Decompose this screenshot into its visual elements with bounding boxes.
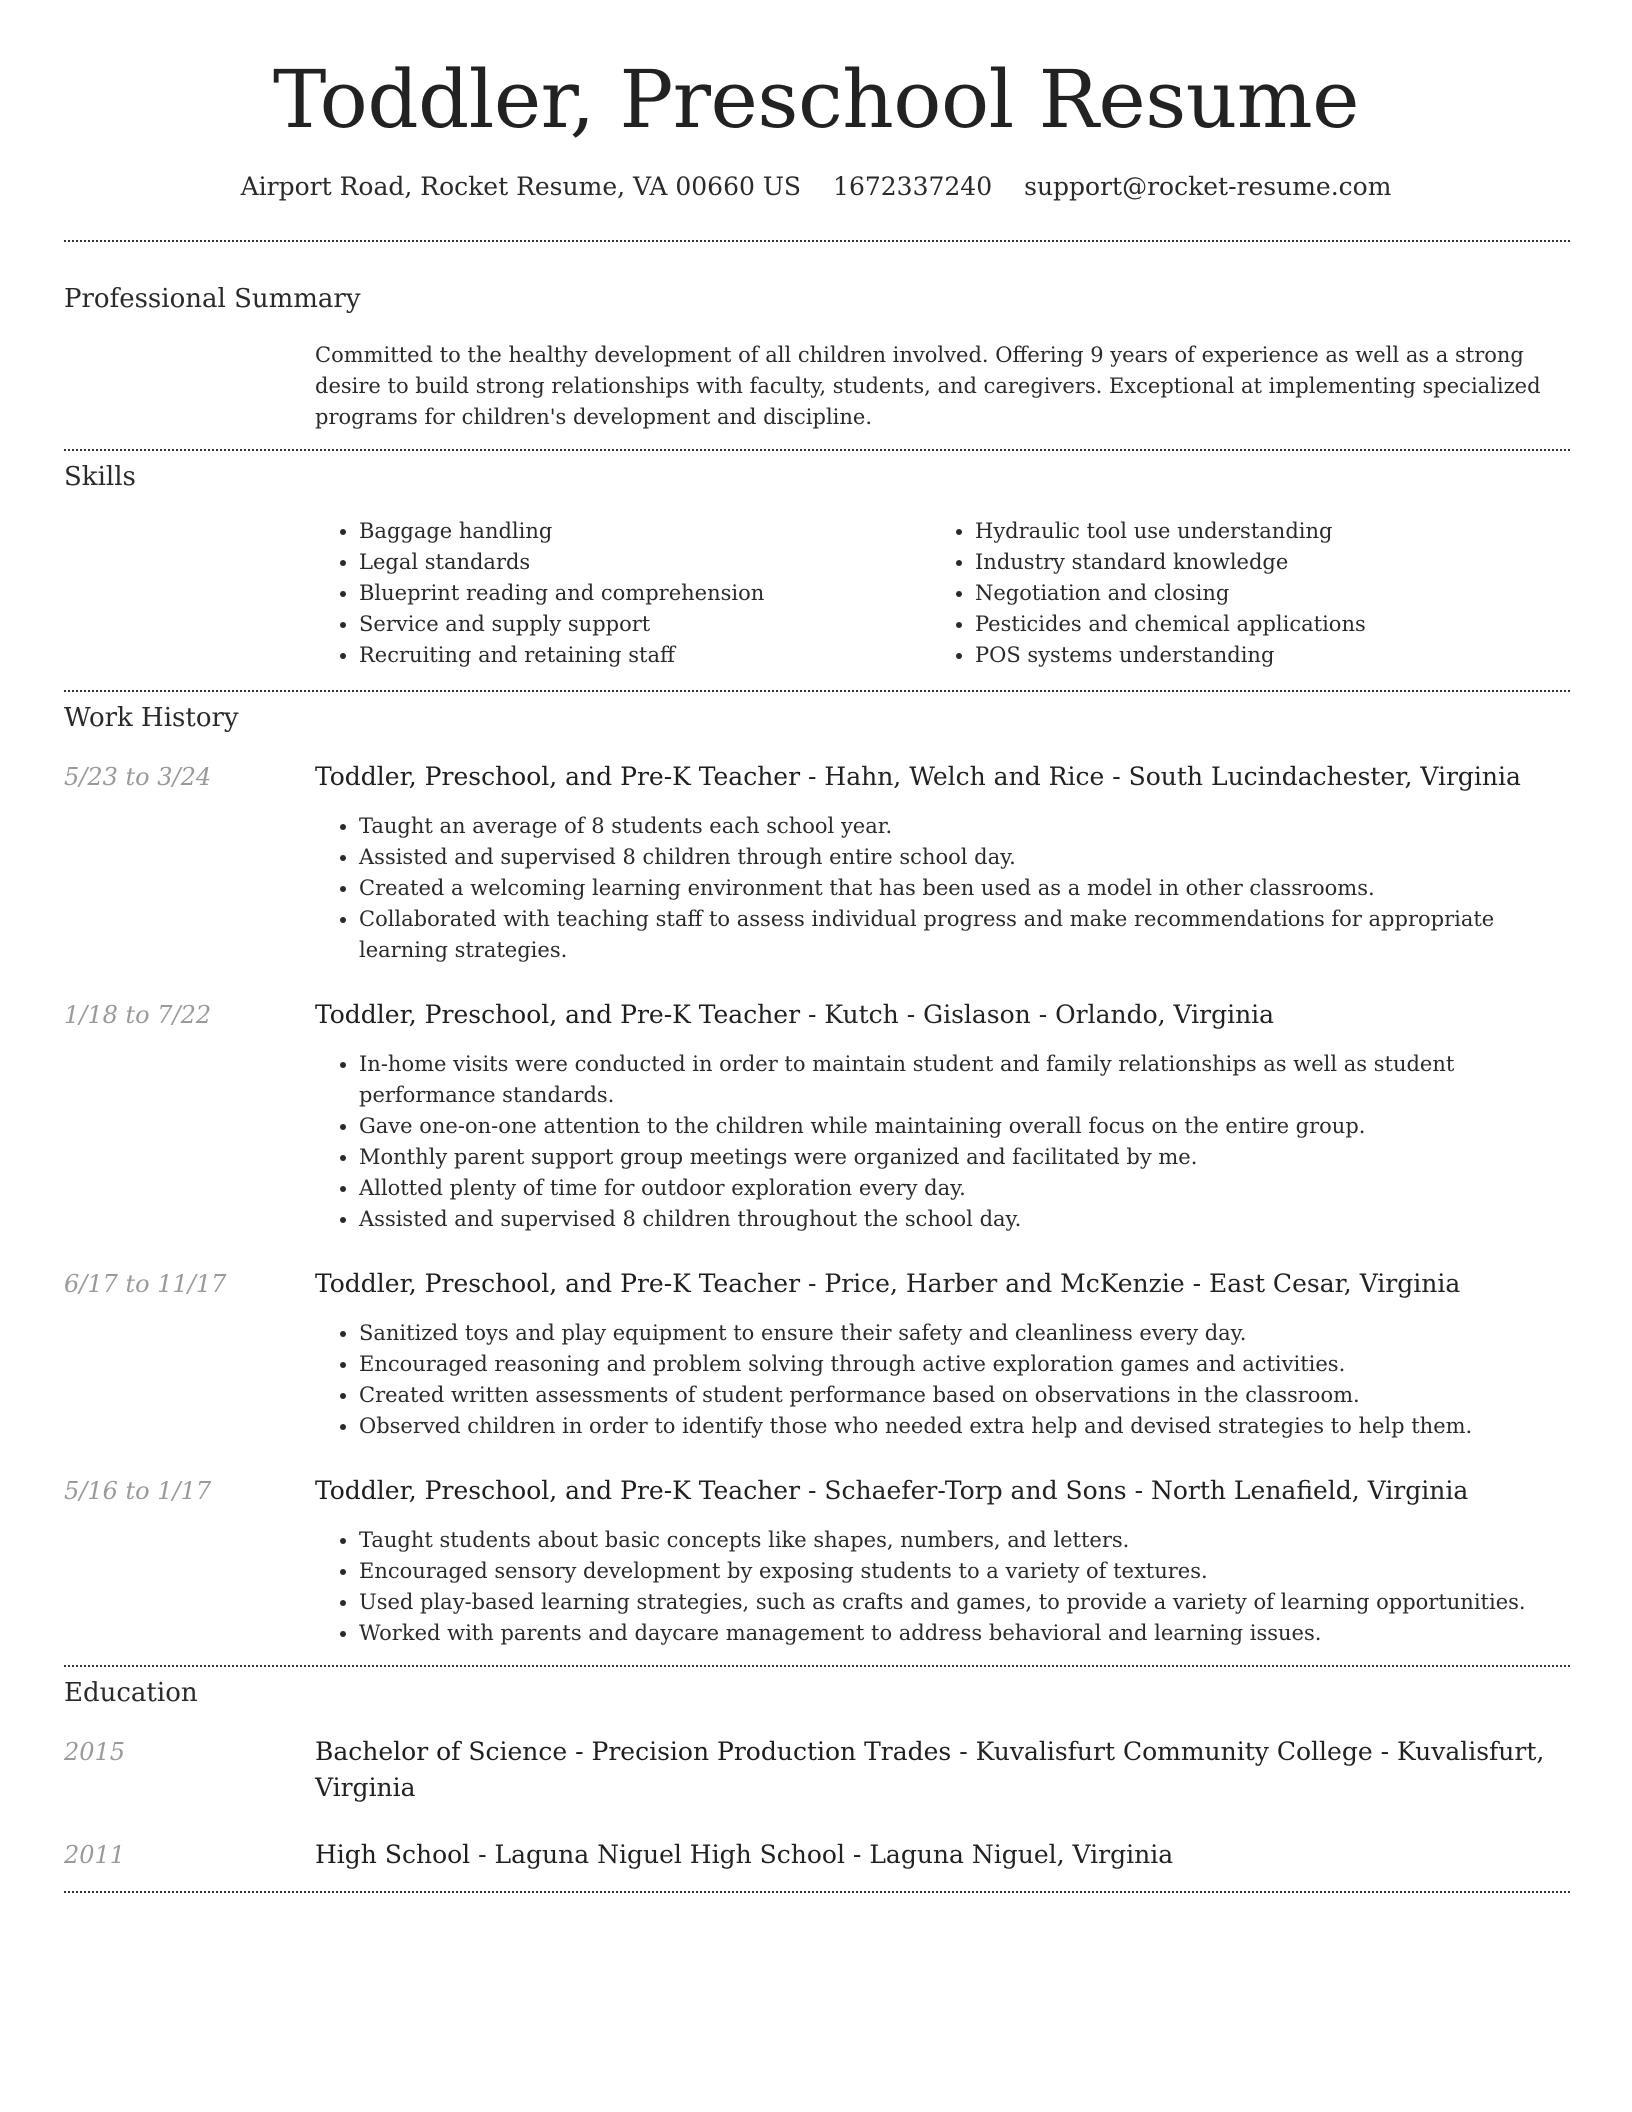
skill-item: • Negotiation and closing (975, 578, 1575, 609)
job-title: Toddler, Preschool, and Pre-K Teacher (315, 762, 801, 791)
summary-heading: Professional Summary (64, 284, 361, 314)
job-title: Toddler, Preschool, and Pre-K Teacher (315, 1000, 801, 1029)
job-dates: 5/23 to 3/24 (64, 763, 212, 791)
contact-line (0, 170, 1632, 204)
job-bullet: • Monthly parent support group meetings were organized and facilitated by me. (359, 1142, 1565, 1173)
job-dates: 1/18 to 7/22 (64, 1001, 212, 1029)
job-bullet: • Observed children in order to identify those who needed extra help and devised strategies to help them. (359, 1411, 1565, 1442)
education-year: 2011 (64, 1841, 126, 1869)
education-year: 2015 (64, 1738, 126, 1766)
job-bullets (315, 1318, 1565, 1442)
skill-item: • Hydraulic tool use understanding (975, 516, 1575, 547)
job-heading (315, 759, 1565, 795)
divider (64, 240, 1570, 242)
job-employer: - Hahn, Welch and Rice - South Lucindachester, Virginia (800, 762, 1521, 791)
job-dates: 6/17 to 11/17 (64, 1270, 227, 1298)
skills-list-left (315, 516, 919, 671)
job-bullets (315, 1525, 1565, 1649)
job-bullet: • Sanitized toys and play equipment to ensure their safety and cleanliness every day. (359, 1318, 1565, 1349)
skill-item: • Blueprint reading and comprehension (359, 578, 919, 609)
job-bullet: • Assisted and supervised 8 children throughout the school day. (359, 1204, 1565, 1235)
job-bullet: • Created a welcoming learning environment that has been used as a model in other classrooms. (359, 873, 1565, 904)
education-school: - Kuvalisfurt Community College - Kuvalisfurt, Virginia (315, 1737, 1545, 1802)
skills-list-right (931, 516, 1575, 671)
divider (64, 690, 1570, 692)
job-bullet: • Taught an average of 8 students each school year. (359, 811, 1565, 842)
contact-phone: 1672337240 (833, 172, 993, 201)
job-heading (315, 1266, 1565, 1302)
job-bullet: • Gave one-on-one attention to the children while maintaining overall focus on the entire group. (359, 1111, 1565, 1142)
contact-address: Airport Road, Rocket Resume, VA 00660 US (240, 172, 802, 201)
job-title: Toddler, Preschool, and Pre-K Teacher (315, 1476, 801, 1505)
job-heading (315, 997, 1565, 1033)
contact-email[interactable]: support@rocket-resume.com (1024, 172, 1392, 201)
job-bullet: • Taught students about basic concepts like shapes, numbers, and letters. (359, 1525, 1565, 1556)
skill-item: • POS systems understanding (975, 640, 1575, 671)
skills-heading: Skills (64, 462, 136, 492)
job-bullet: • Worked with parents and daycare management to address behavioral and learning issues. (359, 1618, 1565, 1649)
work-heading: Work History (64, 703, 239, 733)
job-employer: - Schaefer-Torp and Sons - North Lenafield, Virginia (800, 1476, 1469, 1505)
skill-item: • Legal standards (359, 547, 919, 578)
skill-item: • Recruiting and retaining staff (359, 640, 919, 671)
job-bullet: • Assisted and supervised 8 children through entire school day. (359, 842, 1565, 873)
divider (64, 449, 1570, 451)
summary-text: Committed to the healthy development of all children involved. Offering 9 years of experience as well as a strong desire to build strong relationships with faculty, students, and caregivers. Exceptional at implementing specialized programs for children's development and discipline. (315, 343, 1541, 429)
job-bullet: • Created written assessments of student performance based on observations in the classroom. (359, 1380, 1565, 1411)
job-bullet: • In-home visits were conducted in order to maintain student and family relationships as well as student performance standards. (359, 1049, 1565, 1111)
job-heading (315, 1473, 1565, 1509)
job-employer: - Price, Harber and McKenzie - East Cesar, Virginia (800, 1269, 1461, 1298)
job-bullet: • Encouraged reasoning and problem solving through active exploration games and activities. (359, 1349, 1565, 1380)
resume-title: Toddler, Preschool Resume (273, 53, 1359, 146)
skill-item: • Service and supply support (359, 609, 919, 640)
skill-item: • Industry standard knowledge (975, 547, 1575, 578)
job-employer: - Kutch - Gislason - Orlando, Virginia (800, 1000, 1275, 1029)
skill-item: • Pesticides and chemical applications (975, 609, 1575, 640)
skill-item: • Baggage handling (359, 516, 919, 547)
education-entry (315, 1837, 1565, 1873)
education-school: - Laguna Niguel High School - Laguna Niguel, Virginia (470, 1840, 1174, 1869)
job-bullet: • Allotted plenty of time for outdoor exploration every day. (359, 1173, 1565, 1204)
education-entry (315, 1734, 1555, 1806)
job-dates: 5/16 to 1/17 (64, 1477, 212, 1505)
job-bullets (315, 811, 1565, 966)
education-degree: Bachelor of Science - Precision Production Trades (315, 1737, 952, 1766)
job-bullets (315, 1049, 1565, 1235)
education-heading: Education (64, 1678, 198, 1708)
job-bullet: • Collaborated with teaching staff to assess individual progress and make recommendations for appropriate learning strategies. (359, 904, 1565, 966)
job-title: Toddler, Preschool, and Pre-K Teacher (315, 1269, 801, 1298)
divider (64, 1891, 1570, 1893)
divider (64, 1665, 1570, 1667)
job-bullet: • Encouraged sensory development by exposing students to a variety of textures. (359, 1556, 1565, 1587)
job-bullet: • Used play-based learning strategies, such as crafts and games, to provide a variety of learning opportunities. (359, 1587, 1565, 1618)
education-degree: High School (315, 1840, 471, 1869)
